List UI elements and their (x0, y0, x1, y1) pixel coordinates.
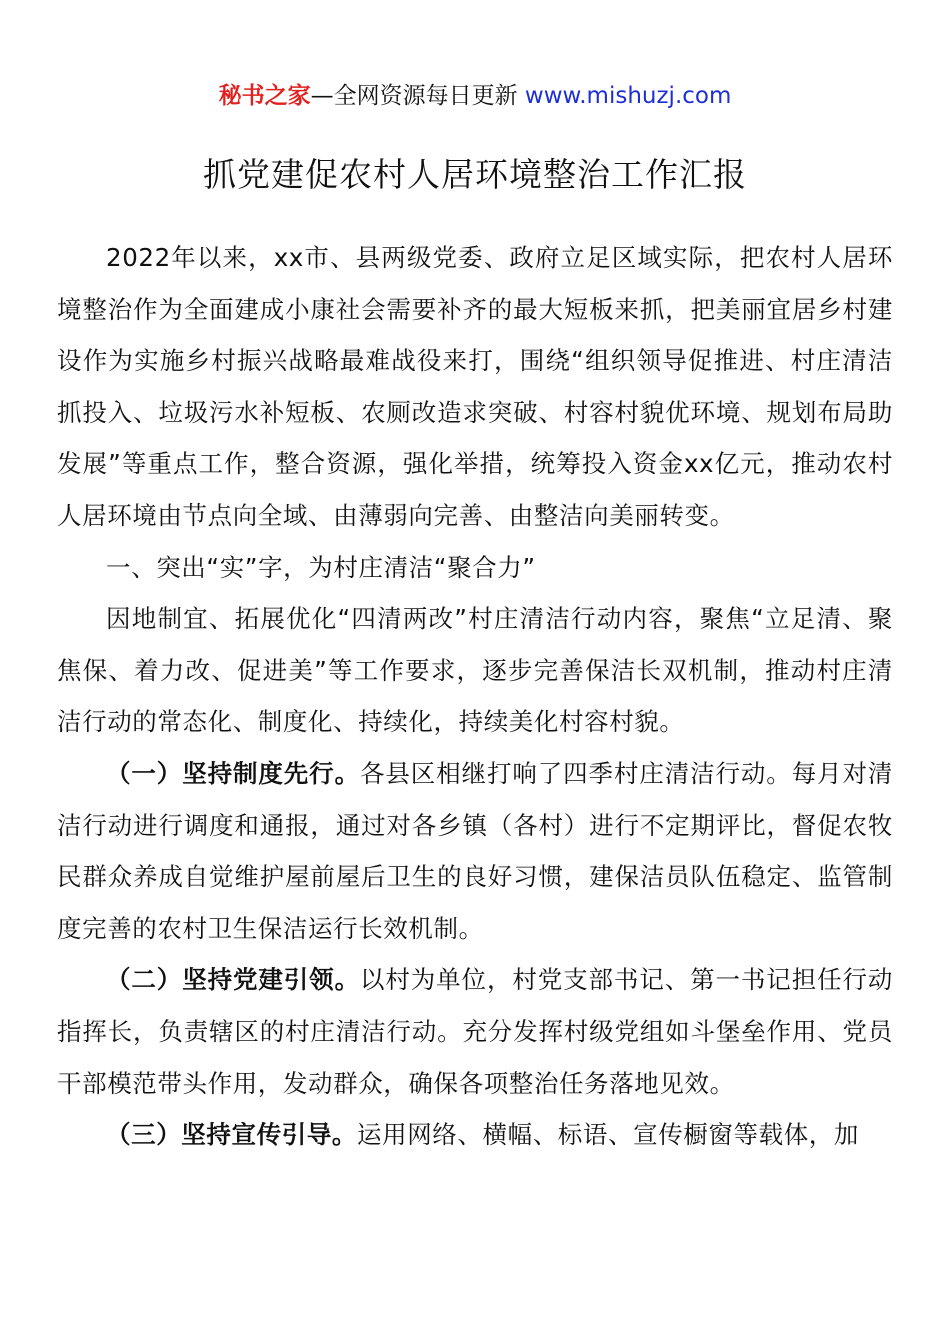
subsection-lead-2: （二）坚持党建引领。 (106, 965, 360, 995)
subsection-paragraph-3 (57, 1109, 893, 1161)
subsection-paragraph-2 (57, 954, 893, 1109)
site-header (0, 78, 950, 114)
subsection-text-3: 运用网络、横幅、标语、宣传橱窗等载体，加 (357, 1120, 859, 1150)
intro-paragraph: 2022年以来，xx市、县两级党委、政府立足区域实际，把农村人居环境整治作为全面建成小康社会需要补齐的最大短板来抓，把美丽宜居乡村建设作为实施乡村振兴战略最难战役来打，围绕“组织领导促推进、村庄清洁抓投入、垃圾污水补短板、农厕改造求突破、村容村貌优环境、规划布局助发展”等重点工作，整合资源，强化举措，统筹投入资金xx亿元，推动农村人居环境由节点向全域、由薄弱向完善、由整洁向美丽转变。 (57, 243, 893, 530)
section-paragraph: 因地制宜、拓展优化“四清两改”村庄清洁行动内容，聚焦“立足清、聚焦保、着力改、促进美”等工作要求，逐步完善保洁长双机制，推动村庄清洁行动的常态化、制度化、持续化，持续美化村容村貌。 (57, 604, 893, 737)
subsection-text-1: 各县区相继打响了四季村庄清洁行动。每月对清洁行动进行调度和通报，通过对各乡镇（各村）进行不定期评比，督促农牧民群众养成自觉维护屋前屋后卫生的良好习惯，建保洁员队伍稳定、监管制度完善的农村卫生保洁运行长效机制。 (57, 758, 893, 943)
document-body (57, 232, 893, 1161)
subsection-paragraph-1 (57, 748, 893, 954)
section-heading: 一、突出“实”字，为村庄清洁“聚合力” (106, 552, 536, 582)
document-title: 抓党建促农村人居环境整治工作汇报 (203, 155, 747, 194)
site-url-link[interactable]: www.mishuzj.com (524, 83, 732, 109)
header-tagline: —全网资源每日更新 (310, 83, 525, 109)
subsection-lead-1: （一）坚持制度先行。 (106, 758, 360, 788)
subsection-text-2: 以村为单位，村党支部书记、第一书记担任行动指挥长，负责辖区的村庄清洁行动。充分发挥村级党组如斗堡垒作用、党员干部模范带头作用，发动群众，确保各项整治任务落地见效。 (57, 965, 893, 1098)
subsection-lead-3: （三）坚持宣传引导。 (106, 1120, 357, 1150)
brand-name: 秘书之家 (218, 83, 311, 109)
